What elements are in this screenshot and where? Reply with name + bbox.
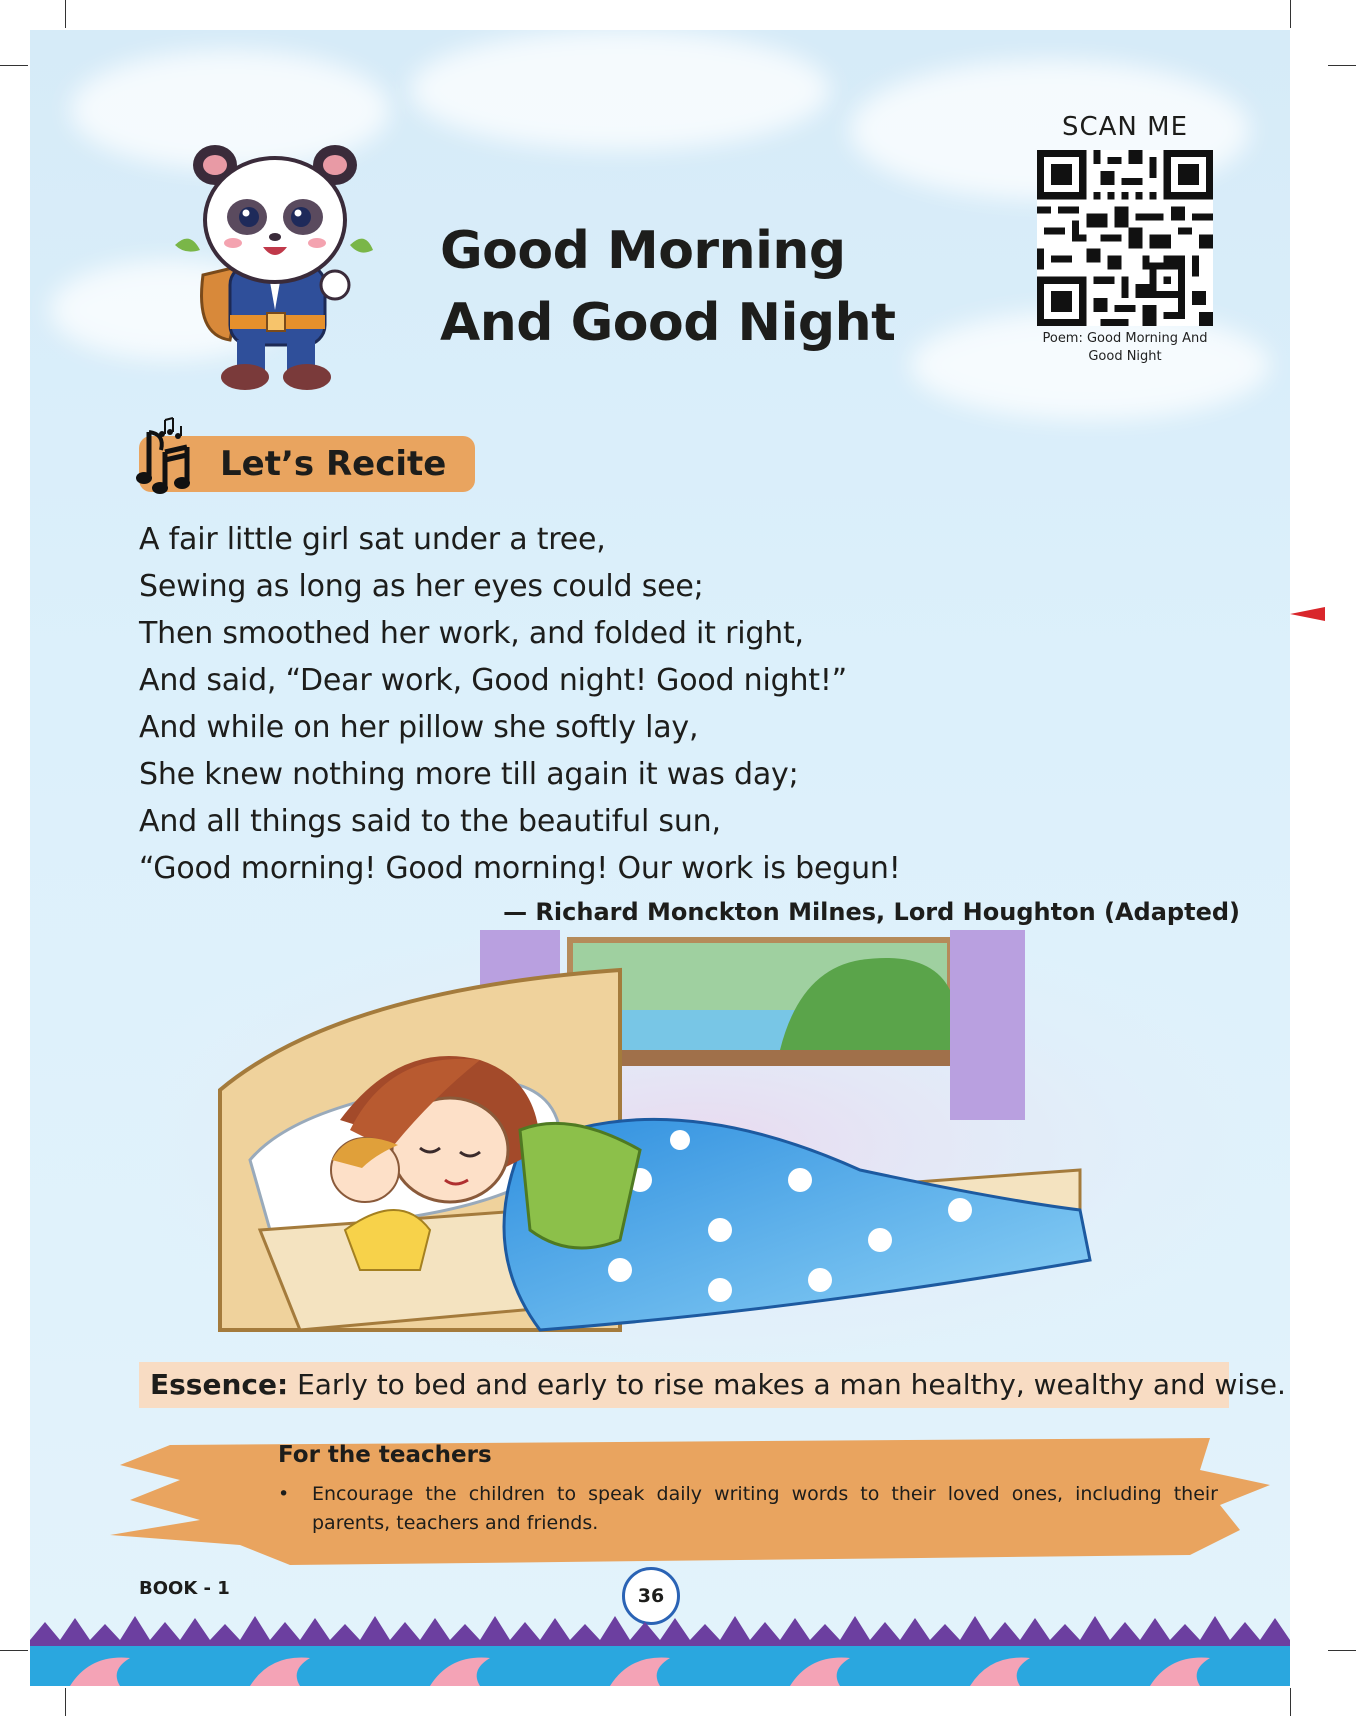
crop-mark: [0, 1650, 28, 1651]
book-page: [30, 30, 1290, 1686]
crop-mark: [1328, 65, 1356, 66]
essence-label: Essence:: [150, 1368, 289, 1401]
bullet: •: [278, 1483, 290, 1505]
poem-line: She knew nothing more till again it was day;: [139, 757, 799, 792]
page-number: 36: [622, 1567, 680, 1625]
scan-me-label: SCAN ME: [1061, 112, 1189, 142]
essence: [150, 1368, 1286, 1401]
crop-mark: [1290, 1688, 1291, 1716]
teachers-item-text: Encourage the children to speak daily writing words to their loved ones, including their parents, teachers and friends.: [312, 1483, 1218, 1534]
crop-mark: [65, 0, 66, 28]
poem-author: — Richard Monckton Milnes, Lord Houghton (Adapted): [503, 898, 1240, 926]
crop-mark: [0, 65, 28, 66]
poem-line: A fair little girl sat under a tree,: [139, 522, 606, 557]
poem-line: And all things said to the beautiful sun,: [139, 804, 721, 839]
crop-mark: [1328, 1650, 1356, 1651]
book-label: BOOK - 1: [139, 1578, 230, 1599]
footer-decoration: [30, 1610, 1290, 1686]
panda-mascot-illustration: [175, 125, 375, 395]
teachers-item: [278, 1480, 1218, 1538]
page-title: [440, 215, 896, 359]
poem-line: And said, “Dear work, Good night! Good night!”: [139, 663, 848, 698]
crop-mark: [1290, 0, 1291, 28]
print-registration-mark: [1290, 605, 1325, 623]
poem-line: And while on her pillow she softly lay,: [139, 710, 699, 745]
cloud: [410, 30, 830, 150]
poem-line: Then smoothed her work, and folded it right,: [139, 616, 804, 651]
crop-mark: [65, 1688, 66, 1716]
qr-block: [1030, 112, 1220, 366]
title-line-1: Good Morning: [440, 221, 846, 281]
essence-text: Early to bed and early to rise makes a man healthy, wealthy and wise.: [297, 1368, 1286, 1401]
poem-line: “Good morning! Good morning! Our work is begun!: [139, 851, 901, 886]
music-note-icon: [135, 412, 215, 502]
qr-caption: Poem: Good Morning And Good Night: [1042, 331, 1208, 364]
title-line-2: And Good Night: [440, 293, 896, 353]
teachers-title: For the teachers: [278, 1442, 492, 1468]
sleeping-girl-illustration: [100, 930, 1280, 1360]
section-heading: Let’s Recite: [220, 444, 447, 484]
poem: [139, 516, 1169, 892]
qr-code[interactable]: [1037, 150, 1213, 326]
poem-line: Sewing as long as her eyes could see;: [139, 569, 704, 604]
